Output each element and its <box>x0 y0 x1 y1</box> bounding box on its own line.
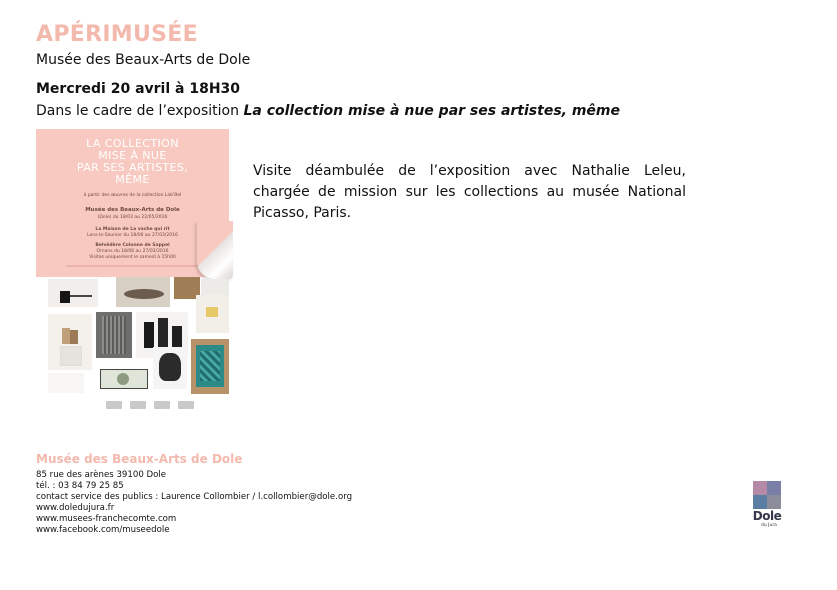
poster-venue: La Maison de La vache qui rit <box>95 227 170 232</box>
poster-title-line: LA COLLECTION <box>86 137 179 150</box>
footer-link[interactable]: www.facebook.com/museedole <box>36 525 170 535</box>
poster-title-line: MÊME <box>115 173 150 186</box>
footer-link[interactable]: www.doledujura.fr <box>36 503 115 513</box>
poster-divider <box>66 265 199 267</box>
poster-venue: Musée des Beaux-Arts de Dole <box>85 207 180 213</box>
poster-dates: Ornans du 18/06 au 27/03/2016 <box>96 249 169 254</box>
page-curl <box>197 221 233 279</box>
poster-title-line: MISE À NUE <box>98 149 167 162</box>
exhibition-poster <box>36 129 229 412</box>
dole-logo-sub: du Jura <box>761 523 777 528</box>
partner-logos <box>106 401 226 410</box>
poster-note: Visites uniquement le samedi à 15h00 <box>89 255 176 260</box>
footer-link[interactable]: www.musees-franchecomte.com <box>36 514 177 524</box>
partner-logo <box>178 401 194 409</box>
event-description: Visite déambulée de l’exposition avec Nathalie Leleu, chargée de mission sur les collections au musée National Picasso, Paris. <box>253 163 686 221</box>
dole-logo-name: Dole <box>752 509 782 523</box>
event-date: Mercredi 20 avril à 18H30 <box>36 81 241 97</box>
footer-phone: tél. : 03 84 79 25 85 <box>36 481 124 491</box>
museum-name: Musée des Beaux-Arts de Dole <box>36 52 251 68</box>
page-title: APÉRIMUSÉE <box>36 22 198 47</box>
dole-logo <box>749 481 785 533</box>
partner-logo <box>154 401 170 409</box>
footer-contact[interactable]: contact service des publics : Laurence Collombier / l.collombier@dole.org <box>36 492 353 502</box>
artwork-photo <box>96 312 132 358</box>
exhibition-title: La collection mise à nue par ses artistes, même <box>243 103 621 119</box>
poster-title-line: PAR SES ARTISTES, <box>76 161 189 174</box>
artwork-photo <box>96 365 150 391</box>
poster-venue: Belvédère Colonne de Sappel <box>95 243 170 248</box>
partner-logo <box>106 401 122 409</box>
context-prefix: Dans le cadre de l’exposition <box>36 103 244 119</box>
artwork-photo <box>48 373 84 393</box>
poster-title <box>36 138 229 186</box>
poster-caption: à partir des œuvres de la collection Lab'Bel <box>83 193 182 198</box>
artwork-photo <box>191 339 229 394</box>
poster-dates: Lons-le-Saunier du 18/06 au 27/03/2016 <box>87 233 178 238</box>
exhibition-context <box>36 103 620 119</box>
artwork-photo <box>116 277 170 307</box>
artwork-photo <box>153 347 187 389</box>
dole-logo-mark <box>753 481 781 509</box>
poster-dates: (Dole) du 18/03 au 22/05/2016 <box>97 215 168 220</box>
artwork-photo <box>48 279 98 307</box>
artwork-photo <box>48 314 92 370</box>
footer-address: 85 rue des arènes 39100 Dole <box>36 470 167 480</box>
partner-logo <box>130 401 146 409</box>
footer-museum-name: Musée des Beaux-Arts de Dole <box>36 452 243 466</box>
artwork-photo <box>196 295 229 333</box>
